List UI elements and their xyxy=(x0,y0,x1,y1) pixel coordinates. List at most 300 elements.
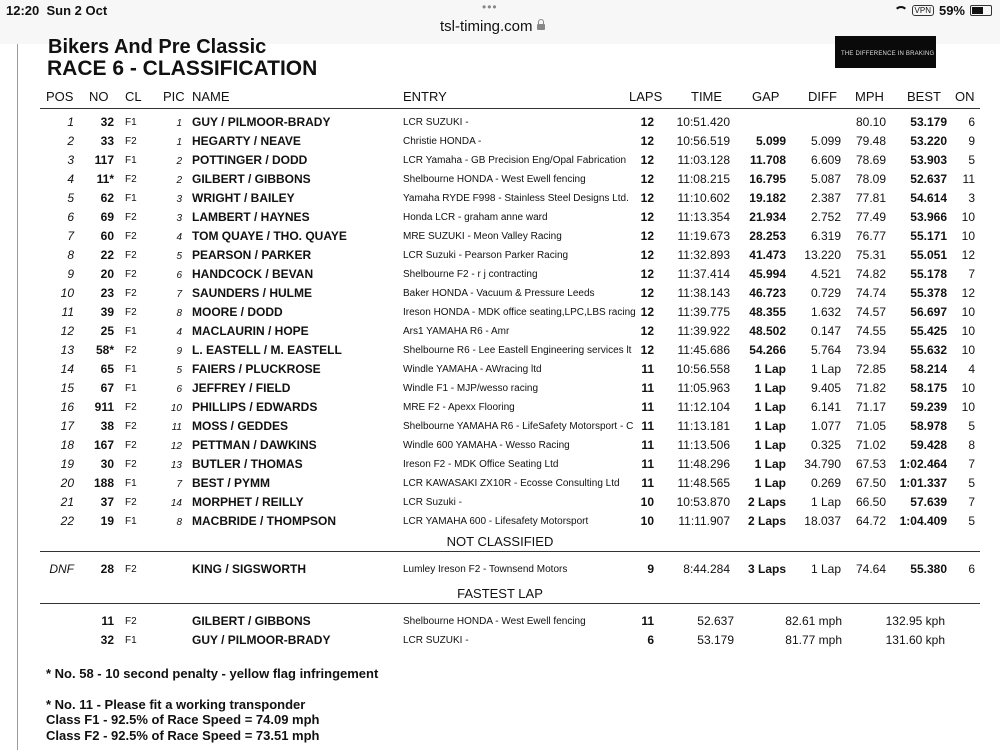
cell-no: 28 xyxy=(100,562,114,576)
cell-diff: 9.405 xyxy=(810,381,841,395)
cell-pic: 10 xyxy=(170,403,182,414)
cell-diff: 2.752 xyxy=(810,210,841,224)
cell-laps: 11 xyxy=(641,614,654,628)
col-mph: MPH xyxy=(855,89,884,104)
cell-diff: 0.325 xyxy=(810,438,841,452)
cell-lap-time: 53.179 xyxy=(697,633,734,647)
cell-entry: Windle F1 - MJP/wesso racing xyxy=(403,383,539,394)
cell-diff: 2.387 xyxy=(810,191,841,205)
cell-on: 3 xyxy=(968,191,975,205)
cell-on: 12 xyxy=(961,248,975,262)
cell-best: 53.179 xyxy=(910,115,947,129)
cell-mph: 67.50 xyxy=(855,476,886,490)
cell-mph: 76.77 xyxy=(855,229,886,243)
cell-mph: 74.74 xyxy=(855,286,886,300)
table-row[interactable] xyxy=(0,397,1000,416)
cell-gap: 46.723 xyxy=(749,286,786,300)
cell-pic: 2 xyxy=(176,156,182,167)
cell-mph: 71.17 xyxy=(855,400,886,414)
cell-pic: 12 xyxy=(170,441,182,452)
cell-on: 5 xyxy=(968,476,975,490)
cell-best: 55.378 xyxy=(910,286,947,300)
cell-entry: LCR YAMAHA 600 - Lifesafety Motorsport xyxy=(403,516,589,527)
cell-name: PHILLIPS / EDWARDS xyxy=(192,400,318,414)
cell-laps: 11 xyxy=(641,381,654,395)
sponsor-logo: THE DIFFERENCE IN BRAKING xyxy=(835,36,936,68)
cell-pos: 5 xyxy=(67,191,74,205)
cell-diff: 6.609 xyxy=(810,153,841,167)
cell-cl: F2 xyxy=(125,440,137,451)
cell-time: 10:51.420 xyxy=(676,115,730,129)
cell-laps: 12 xyxy=(640,134,654,148)
cell-cl: F2 xyxy=(125,136,137,147)
cell-pic: 1 xyxy=(176,118,182,129)
cell-entry: LCR Suzuki - xyxy=(403,497,462,508)
cell-gap: 1 Lap xyxy=(754,457,786,471)
cell-best: 55.425 xyxy=(910,324,947,338)
cell-no: 60 xyxy=(100,229,114,243)
cell-gap: 5.099 xyxy=(755,134,786,148)
cell-entry: LCR SUZUKI - xyxy=(403,635,469,646)
cell-mph: 74.55 xyxy=(855,324,886,338)
cell-no: 188 xyxy=(93,476,114,490)
cell-mph: 71.05 xyxy=(855,419,886,433)
cell-no: 22 xyxy=(100,248,114,262)
table-row[interactable] xyxy=(0,559,1000,578)
cell-pic: 8 xyxy=(176,517,182,528)
cell-time: 11:13.506 xyxy=(677,438,730,452)
cell-laps: 12 xyxy=(640,267,654,281)
cell-entry: LCR KAWASAKI ZX10R - Ecosse Consulting Ltd xyxy=(403,478,620,489)
cell-cl: F2 xyxy=(125,231,137,242)
cell-gap: 45.994 xyxy=(749,267,786,281)
table-row[interactable] xyxy=(0,435,1000,454)
cell-name: GUY / PILMOOR-BRADY xyxy=(192,633,331,647)
cell-name: PEARSON / PARKER xyxy=(192,248,312,262)
col-entry: ENTRY xyxy=(403,89,447,104)
cell-cl: F2 xyxy=(125,345,137,356)
cell-on: 12 xyxy=(961,286,975,300)
cell-gap: 2 Laps xyxy=(747,495,786,509)
cell-entry: Windle 600 YAMAHA - Wesso Racing xyxy=(403,440,570,451)
cell-mph: 77.81 xyxy=(855,191,886,205)
table-row[interactable] xyxy=(0,207,1000,226)
cell-laps: 12 xyxy=(640,229,654,243)
cell-no: 58* xyxy=(95,343,114,357)
cell-pos: 9 xyxy=(67,267,74,281)
cell-laps: 12 xyxy=(640,115,654,129)
cell-on: 10 xyxy=(961,229,975,243)
cell-no: 62 xyxy=(100,191,114,205)
cell-no: 69 xyxy=(100,210,114,224)
not-classified-heading: NOT CLASSIFIED xyxy=(446,534,554,549)
cell-time: 10:56.558 xyxy=(676,362,730,376)
cell-cl: F1 xyxy=(125,326,137,337)
tab-dots-icon[interactable]: ••• xyxy=(482,0,498,14)
cell-pos: 7 xyxy=(67,229,74,243)
cell-pos: 8 xyxy=(67,248,74,262)
cell-pic: 1 xyxy=(176,137,182,148)
cell-on: 4 xyxy=(968,362,975,376)
cell-mph: 71.82 xyxy=(855,381,886,395)
cell-diff: 0.147 xyxy=(810,324,841,338)
cell-best: 57.639 xyxy=(910,495,947,509)
cell-mph: 74.64 xyxy=(855,562,886,576)
cell-laps: 10 xyxy=(640,495,654,509)
table-row[interactable] xyxy=(0,630,1000,649)
fastest-lap-divider xyxy=(40,603,980,604)
cell-pos: 10 xyxy=(60,286,74,300)
cell-laps: 11 xyxy=(641,476,654,490)
cell-pic: 3 xyxy=(176,213,182,224)
battery-percent: 59% xyxy=(938,3,965,18)
cell-pic: 4 xyxy=(176,327,182,338)
cell-mph: 82.61 mph xyxy=(785,614,842,628)
cell-mph: 81.77 mph xyxy=(785,633,842,647)
cell-on: 10 xyxy=(961,343,975,357)
cell-entry: Shelbourne R6 - Lee Eastell Engineering services lt xyxy=(403,345,632,356)
table-row[interactable] xyxy=(0,283,1000,302)
note-f2-speed: Class F2 - 92.5% of Race Speed = 73.51 mph xyxy=(46,728,320,743)
cell-laps: 6 xyxy=(647,633,654,647)
cell-mph: 74.57 xyxy=(855,305,886,319)
cell-name: MOORE / DODD xyxy=(192,305,283,319)
cell-on: 8 xyxy=(968,438,975,452)
cell-gap: 48.502 xyxy=(749,324,786,338)
cell-best: 1:04.409 xyxy=(899,514,947,528)
cell-no: 65 xyxy=(100,362,114,376)
cell-on: 5 xyxy=(968,514,975,528)
cell-mph: 71.02 xyxy=(855,438,886,452)
table-row[interactable] xyxy=(0,112,1000,131)
cell-best: 58.978 xyxy=(910,419,947,433)
table-row[interactable] xyxy=(0,454,1000,473)
cell-cl: F2 xyxy=(125,269,137,280)
cell-cl: F1 xyxy=(125,635,137,646)
cell-laps: 12 xyxy=(640,343,654,357)
vpn-badge: VPN xyxy=(912,5,934,16)
cell-mph: 72.85 xyxy=(855,362,886,376)
cell-cl: F1 xyxy=(125,516,137,527)
cell-name: GILBERT / GIBBONS xyxy=(192,172,311,186)
cell-laps: 12 xyxy=(640,286,654,300)
cell-pic: 11 xyxy=(171,422,182,433)
cell-pos: 22 xyxy=(60,514,74,528)
col-on: ON xyxy=(955,89,975,104)
cell-pic: 2 xyxy=(176,175,182,186)
cell-pos: 11 xyxy=(61,305,74,319)
cell-no: 67 xyxy=(100,381,114,395)
table-row[interactable] xyxy=(0,150,1000,169)
cell-time: 11:37.414 xyxy=(677,267,730,281)
cell-no: 30 xyxy=(100,457,114,471)
cell-no: 39 xyxy=(100,305,114,319)
cell-no: 23 xyxy=(100,286,114,300)
cell-gap: 21.934 xyxy=(749,210,786,224)
cell-name: MACLAURIN / HOPE xyxy=(192,324,309,338)
cell-mph: 78.69 xyxy=(855,153,886,167)
cell-best: 55.380 xyxy=(910,562,947,576)
table-row[interactable] xyxy=(0,340,1000,359)
cell-cl: F2 xyxy=(125,497,137,508)
table-row[interactable] xyxy=(0,416,1000,435)
cell-diff: 1.077 xyxy=(810,419,841,433)
col-gap: GAP xyxy=(752,89,780,104)
cell-cl: F2 xyxy=(125,288,137,299)
cell-mph: 67.53 xyxy=(855,457,886,471)
cell-gap: 16.795 xyxy=(749,172,786,186)
cell-laps: 11 xyxy=(641,362,654,376)
cell-lap-time: 52.637 xyxy=(697,614,734,628)
cell-gap: 28.253 xyxy=(749,229,786,243)
cell-best: 1:02.464 xyxy=(899,457,947,471)
cell-best: 1:01.337 xyxy=(899,476,947,490)
cell-diff: 34.790 xyxy=(804,457,841,471)
cell-name: POTTINGER / DODD xyxy=(192,153,308,167)
cell-best: 56.697 xyxy=(910,305,947,319)
cell-diff: 5.099 xyxy=(810,134,841,148)
cell-best: 53.966 xyxy=(910,210,947,224)
status-time: 12:20 Sun 2 Oct xyxy=(6,3,108,18)
cell-diff: 1 Lap xyxy=(810,495,841,509)
cell-no: 911 xyxy=(94,400,114,414)
cell-diff: 0.269 xyxy=(810,476,841,490)
page-title: RACE 6 - CLASSIFICATION xyxy=(47,57,318,80)
cell-time: 11:48.296 xyxy=(677,457,730,471)
cell-laps: 12 xyxy=(640,172,654,186)
cell-cl: F2 xyxy=(125,174,137,185)
cell-name: MOSS / GEDDES xyxy=(192,419,289,433)
cell-laps: 12 xyxy=(640,305,654,319)
cell-gap: 1 Lap xyxy=(754,438,786,452)
not-classified-divider xyxy=(40,551,980,552)
cell-on: 5 xyxy=(968,153,975,167)
cell-time: 11:05.963 xyxy=(677,381,730,395)
cell-cl: F1 xyxy=(125,478,137,489)
cell-pos: 13 xyxy=(60,343,74,357)
cell-name: WRIGHT / BAILEY xyxy=(192,191,295,205)
cell-gap: 2 Laps xyxy=(747,514,786,528)
cell-mph: 66.50 xyxy=(855,495,886,509)
table-row[interactable] xyxy=(0,169,1000,188)
cell-gap: 1 Lap xyxy=(754,476,786,490)
table-row[interactable] xyxy=(0,226,1000,245)
cell-pic: 7 xyxy=(176,479,182,490)
cell-pic: 14 xyxy=(170,498,182,509)
col-best: BEST xyxy=(907,89,941,104)
cell-best: 55.632 xyxy=(910,343,947,357)
cell-pic: 4 xyxy=(176,232,182,243)
cell-cl: F2 xyxy=(125,212,137,223)
table-row[interactable] xyxy=(0,302,1000,321)
table-row[interactable] xyxy=(0,511,1000,530)
cell-entry: LCR Suzuki - Pearson Parker Racing xyxy=(403,250,569,261)
cell-on: 7 xyxy=(968,457,975,471)
cell-no: 25 xyxy=(100,324,114,338)
cell-time: 11:08.215 xyxy=(677,172,730,186)
cell-time: 11:48.565 xyxy=(677,476,730,490)
col-name: NAME xyxy=(192,89,230,104)
col-cl: CL xyxy=(125,89,142,104)
col-no: NO xyxy=(89,89,109,104)
note-transponder: * No. 11 - Please fit a working transponder xyxy=(46,697,306,712)
table-row[interactable] xyxy=(0,245,1000,264)
cell-best: 53.220 xyxy=(910,134,947,148)
cell-entry: Shelbourne YAMAHA R6 - LifeSafety Motorsport - C xyxy=(403,421,634,432)
cell-cl: F1 xyxy=(125,117,137,128)
cell-on: 6 xyxy=(968,115,975,129)
cell-on: 6 xyxy=(968,562,975,576)
cell-cl: F2 xyxy=(125,564,137,575)
table-row[interactable] xyxy=(0,188,1000,207)
cell-laps: 9 xyxy=(647,562,654,576)
cell-on: 5 xyxy=(968,419,975,433)
table-row[interactable] xyxy=(0,321,1000,340)
cell-time: 11:13.354 xyxy=(677,210,730,224)
cell-name: MACBRIDE / THOMPSON xyxy=(192,514,336,528)
cell-diff: 6.141 xyxy=(810,400,841,414)
cell-no: 117 xyxy=(94,153,114,167)
battery-icon xyxy=(970,5,992,16)
cell-pic: 5 xyxy=(176,251,182,262)
cell-on: 10 xyxy=(961,210,975,224)
table-row[interactable] xyxy=(0,378,1000,397)
cell-no: 33 xyxy=(100,134,114,148)
cell-gap: 1 Lap xyxy=(754,362,786,376)
cell-kph: 131.60 kph xyxy=(885,633,945,647)
cell-pos: 17 xyxy=(60,419,74,433)
cell-pos: 14 xyxy=(60,362,74,376)
cell-cl: F2 xyxy=(125,250,137,261)
cell-diff: 4.521 xyxy=(810,267,841,281)
table-row[interactable] xyxy=(0,131,1000,150)
cell-entry: Yamaha RYDE F998 - Stainless Steel Designs Ltd. xyxy=(403,193,629,204)
cell-no: 11* xyxy=(96,172,114,186)
table-row[interactable] xyxy=(0,492,1000,511)
table-row[interactable] xyxy=(0,473,1000,492)
cell-pic: 8 xyxy=(176,308,182,319)
cell-diff: 0.729 xyxy=(810,286,841,300)
cell-entry: LCR Yamaha - GB Precision Eng/Opal Fabrication xyxy=(403,155,627,166)
cell-entry: Windle YAMAHA - AWracing ltd xyxy=(403,364,542,375)
cell-time: 11:38.143 xyxy=(677,286,730,300)
cell-cl: F1 xyxy=(125,193,137,204)
cell-cl: F2 xyxy=(125,402,137,413)
cell-pos: 6 xyxy=(67,210,74,224)
col-diff: DIFF xyxy=(808,89,837,104)
cell-pos: 2 xyxy=(67,134,74,148)
cell-best: 58.214 xyxy=(910,362,947,376)
cell-entry: Lumley Ireson F2 - Townsend Motors xyxy=(403,564,568,575)
cell-name: TOM QUAYE / THO. QUAYE xyxy=(192,229,347,243)
cell-gap: 1 Lap xyxy=(754,419,786,433)
cell-cl: F2 xyxy=(125,421,137,432)
lock-icon xyxy=(537,24,545,30)
col-laps: LAPS xyxy=(629,89,663,104)
cell-pos: 3 xyxy=(67,153,74,167)
cell-laps: 11 xyxy=(641,419,654,433)
cell-best: 59.428 xyxy=(910,438,947,452)
cell-name: JEFFREY / FIELD xyxy=(192,381,291,395)
cell-entry: Ireson F2 - MDK Office Seating Ltd xyxy=(403,459,559,470)
cell-gap: 11.708 xyxy=(749,153,786,167)
table-row[interactable] xyxy=(0,359,1000,378)
cell-time: 11:45.686 xyxy=(677,343,730,357)
cell-time: 11:32.893 xyxy=(677,248,730,262)
cell-pos: 21 xyxy=(60,495,74,509)
wifi-icon xyxy=(893,6,907,16)
cell-best: 58.175 xyxy=(910,381,947,395)
cell-laps: 12 xyxy=(640,153,654,167)
status-indicators xyxy=(893,3,992,18)
cell-best: 54.614 xyxy=(910,191,947,205)
cell-cl: F2 xyxy=(125,459,137,470)
cell-no: 19 xyxy=(100,514,114,528)
cell-gap: 1 Lap xyxy=(754,381,786,395)
cell-no: 32 xyxy=(100,633,114,647)
cell-best: 55.051 xyxy=(910,248,947,262)
cell-on: 10 xyxy=(961,324,975,338)
cell-gap: 19.182 xyxy=(749,191,786,205)
cell-mph: 73.94 xyxy=(855,343,886,357)
cell-name: KING / SIGSWORTH xyxy=(192,562,306,576)
cell-diff: 18.037 xyxy=(804,514,841,528)
cell-time: 10:56.519 xyxy=(676,134,730,148)
cell-cl: F1 xyxy=(125,364,137,375)
cell-gap: 48.355 xyxy=(749,305,786,319)
cell-no: 38 xyxy=(100,419,114,433)
cell-on: 7 xyxy=(968,267,975,281)
cell-no: 11 xyxy=(101,614,114,628)
cell-no: 167 xyxy=(93,438,114,452)
cell-pos: 16 xyxy=(60,400,74,414)
table-row[interactable] xyxy=(0,264,1000,283)
col-pic: PIC xyxy=(163,89,185,104)
cell-entry: Shelbourne HONDA - West Ewell fencing xyxy=(403,174,586,185)
cell-on: 10 xyxy=(961,305,975,319)
cell-time: 8:44.284 xyxy=(683,562,730,576)
fastest-lap-heading: FASTEST LAP xyxy=(457,586,543,601)
cell-mph: 77.49 xyxy=(855,210,886,224)
cell-time: 11:10.602 xyxy=(677,191,730,205)
cell-entry: Ars1 YAMAHA R6 - Amr xyxy=(403,326,510,337)
cell-time: 11:03.128 xyxy=(677,153,730,167)
cell-name: LAMBERT / HAYNES xyxy=(192,210,310,224)
cell-mph: 75.31 xyxy=(855,248,886,262)
cell-diff: 5.764 xyxy=(810,343,841,357)
cell-entry: Shelbourne HONDA - West Ewell fencing xyxy=(403,616,586,627)
note-f1-speed: Class F1 - 92.5% of Race Speed = 74.09 mph xyxy=(46,712,320,727)
cell-entry: MRE SUZUKI - Meon Valley Racing xyxy=(403,231,562,242)
cell-entry: LCR SUZUKI - xyxy=(403,117,469,128)
cell-cl: F2 xyxy=(125,616,137,627)
cell-time: 11:12.104 xyxy=(677,400,730,414)
cell-diff: 1 Lap xyxy=(810,362,841,376)
cell-on: 11 xyxy=(962,172,975,186)
cell-pos: 1 xyxy=(67,115,74,129)
cell-laps: 12 xyxy=(640,248,654,262)
table-row[interactable] xyxy=(0,611,1000,630)
cell-pos: 19 xyxy=(60,457,74,471)
cell-mph: 64.72 xyxy=(855,514,886,528)
cell-time: 11:39.775 xyxy=(677,305,730,319)
cell-diff: 6.319 xyxy=(810,229,841,243)
cell-diff: 1 Lap xyxy=(810,562,841,576)
cell-laps: 11 xyxy=(641,438,654,452)
address-bar[interactable]: tsl-timing.com xyxy=(440,18,545,35)
cell-no: 37 xyxy=(100,495,114,509)
cell-gap: 1 Lap xyxy=(754,400,786,414)
